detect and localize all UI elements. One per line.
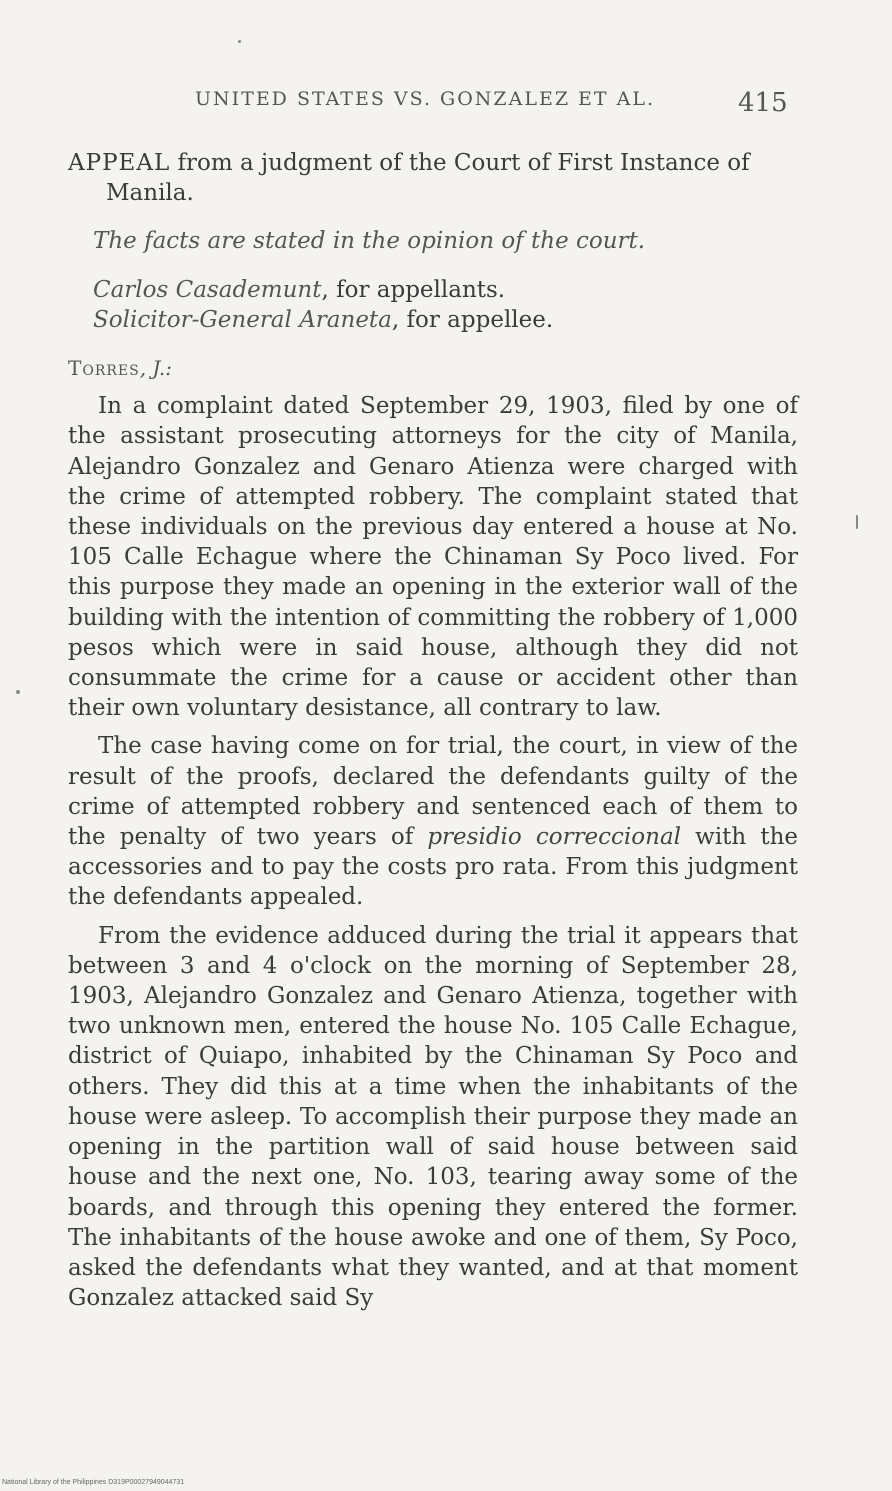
- appeal-line: [68, 148, 798, 208]
- running-head: UNITED STATES VS. GONZALEZ ET AL.: [195, 88, 656, 110]
- judge-suffix: , J.:: [139, 356, 172, 381]
- page-number: 415: [738, 88, 788, 118]
- counsel-role: , for appellee.: [391, 306, 554, 333]
- paragraph-text: The case having come on for trial, the court, in view of the result of the proofs, declared the defendants guilty of the crime of attempted robbery and sentenced each of them to the penalty of two years of: [68, 733, 798, 851]
- judge-name: Torres: [68, 356, 140, 381]
- appeal-text: from a judgment of the Court of First Instance of Manila.: [106, 150, 750, 207]
- opinion-paragraph-3: From the evidence adduced during the trial it appears that between 3 and 4 o'clock on the morning of September 28, 1903, Alejandro Gonzalez and Genaro Atienza, together with two unknown men, entered the house No. 105 Calle Echague, district of Quiapo, inhabited by the Chinaman Sy Poco and others. They did this at a time when the inhabitants of the house were asleep. To accomplish their purpose they made an opening in the partition wall of said house between said house and the next one, No. 103, tearing away some of the boards, and through this opening they entered the former. The inhabitants of the house awoke and one of them, Sy Poco, asked the defendants what they wanted, and at that moment Gonzalez attacked said Sy: [68, 922, 798, 1312]
- counsel-role: , for appellants.: [321, 276, 506, 303]
- appeal-lead: APPEAL: [68, 150, 171, 176]
- opinion-paragraph-1: In a complaint dated September 29, 1903, filed by one of the assistant prosecuting attorneys for the city of Manila, Alejandro Gonzalez and Genaro Atienza were charged with the crime of attempted robbery. The complaint stated that these individuals on the previous day entered a house at No. 105 Calle Echague where the Chinaman Sy Poco lived. For this purpose they made an opening in the exterior wall of the building with the intention of committing the robbery of 1,000 pesos which were in said house, although they did not consummate the crime for a cause or accident other than their own voluntary desistance, all contrary to law.: [68, 393, 798, 722]
- paragraph-italic: presidio correccional: [427, 824, 682, 851]
- scan-speck: [856, 515, 858, 529]
- scan-footer: National Library of the Philippines D319P00027949044731: [2, 1479, 185, 1486]
- counsel-name: Carlos Casademunt: [93, 276, 322, 303]
- judge-attribution: [68, 353, 798, 383]
- opinion-paragraph-2: [68, 731, 798, 912]
- counsel-name: Solicitor-General Araneta: [93, 306, 392, 333]
- page-body: [68, 148, 798, 1313]
- facts-note: The facts are stated in the opinion of the court.: [93, 228, 646, 255]
- paragraph-text: with the accessories and to pay the costs pro rata. From this judgment the defendants appealed.: [68, 824, 798, 911]
- scan-speck: [238, 40, 241, 43]
- counsel-block: [93, 275, 798, 335]
- scan-speck: [16, 690, 20, 694]
- counsel-appellants: [93, 275, 798, 305]
- counsel-appellee: [93, 305, 798, 335]
